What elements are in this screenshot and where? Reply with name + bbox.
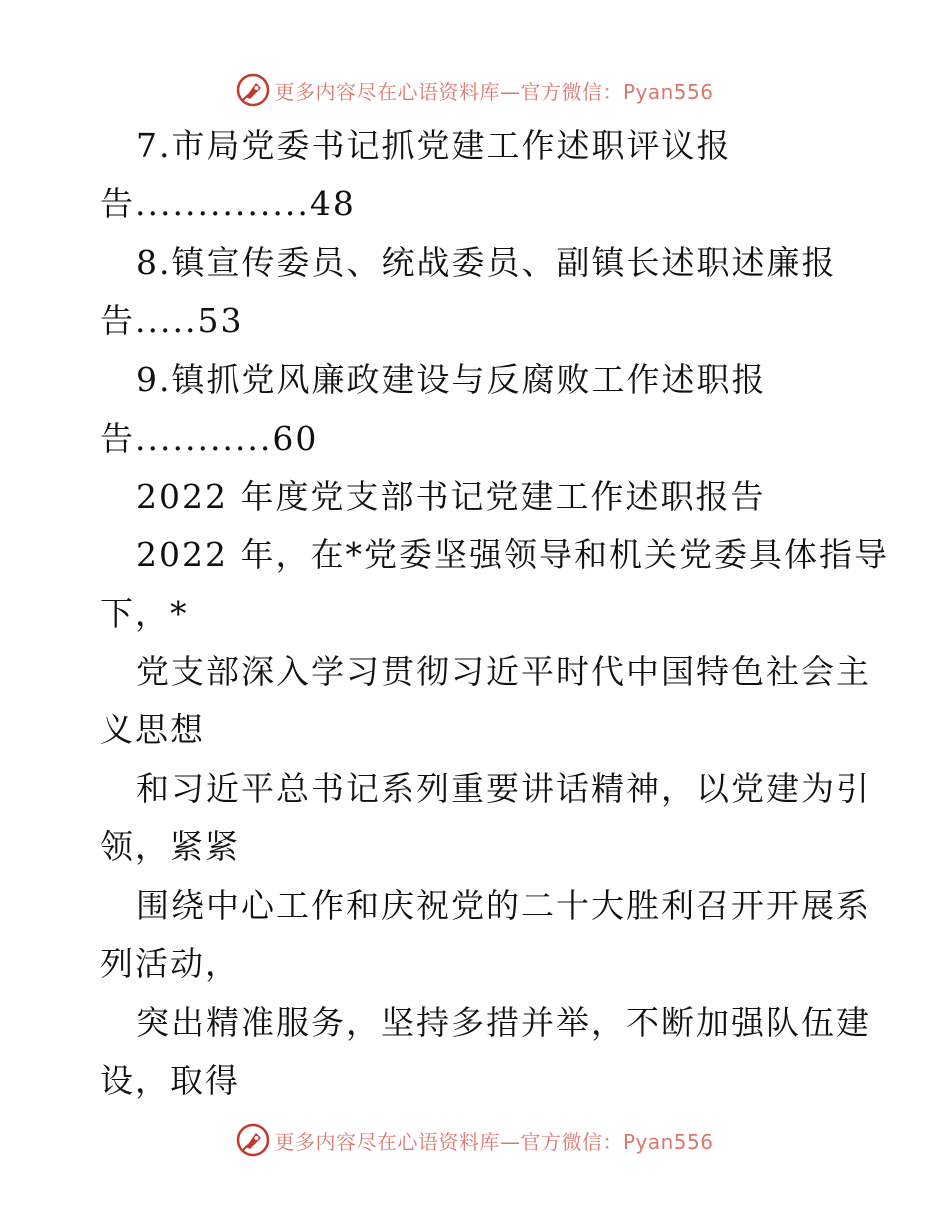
section-title: 2022 年度党支部书记党建工作述职报告 [136,477,766,516]
toc-entry-8: 8.镇宣传委员、统战委员、副镇长述职述廉报 [136,243,837,282]
header-banner [0,72,950,108]
toc-entry-9-page: 告...........60 [100,419,319,458]
paragraph-line: 党支部深入学习贯彻习近平时代中国特色社会主 [136,652,871,691]
paragraph-line: 和习近平总书记系列重要讲话精神，以党建为引 [136,769,871,808]
toc-entry-8-page: 告.....53 [100,301,244,340]
pen-nib-logo-icon [236,73,270,107]
footer-banner-text: 更多内容尽在心语资料库—官方微信：Pyan556 [274,1129,714,1154]
header-banner-text: 更多内容尽在心语资料库—官方微信：Pyan556 [274,79,714,104]
footer-banner [0,1122,950,1158]
toc-entry-7: 7.市局党委书记抓党建工作述职评议报 [136,126,732,165]
paragraph-line: 设，取得 [100,1061,240,1100]
paragraph-line: 下，* [100,594,189,633]
pen-nib-logo-icon [236,1123,270,1157]
paragraph-line: 2022 年，在*党委坚强领导和机关党委具体指导 [136,535,889,574]
paragraph-line: 围绕中心工作和庆祝党的二十大胜利召开开展系 [136,886,871,925]
paragraph-line: 列活动， [100,944,240,983]
paragraph-line: 义思想 [100,710,205,749]
toc-entry-7-page: 告..............48 [100,184,356,223]
paragraph-line: 领，紧紧 [100,827,240,866]
toc-entry-9: 9.镇抓党风廉政建设与反腐败工作述职报 [136,360,767,399]
paragraph-line: 突出精准服务，坚持多措并举，不断加强队伍建 [136,1003,871,1042]
